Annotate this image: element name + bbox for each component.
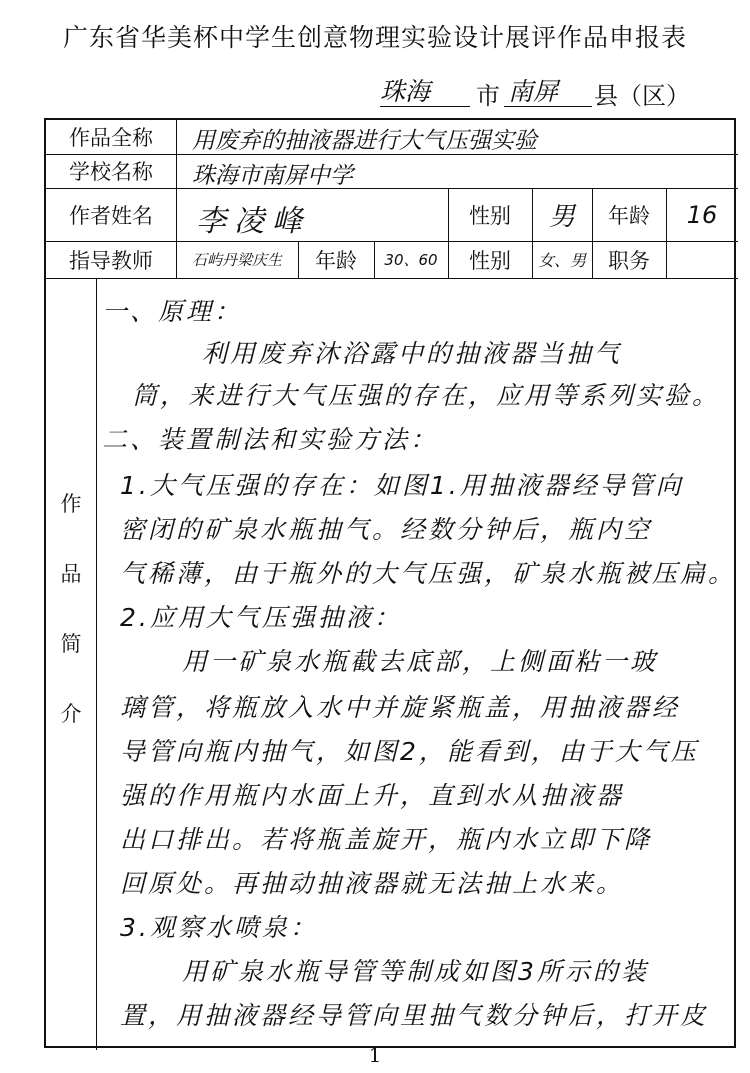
- advisor-age-value: 30、60: [384, 251, 438, 269]
- intro-line: 气稀薄，由于瓶外的大气压强，矿泉水瓶被压扁。: [120, 559, 737, 588]
- author-gender-label: 性别: [469, 203, 511, 228]
- city-underline: [380, 106, 470, 107]
- intro-label-char: 作: [60, 492, 82, 516]
- intro-line: 用一矿泉水瓶截去底部，上侧面粘一玻: [182, 647, 659, 676]
- author-gender-value: 男: [548, 202, 575, 232]
- advisor-gender-label: 性别: [469, 248, 511, 273]
- county-underline: [504, 106, 592, 107]
- work-title-value: 用废弃的抽液器进行大气压强实验: [192, 128, 537, 154]
- county-handwritten: 南屏: [508, 77, 559, 106]
- row-divider: [46, 278, 738, 279]
- intro-line: 璃管，将瓶放入水中并旋紧瓶盖，用抽液器经: [120, 693, 681, 722]
- intro-line: 用矿泉水瓶导管等制成如图3所示的装: [182, 957, 649, 986]
- intro-line: 置，用抽液器经导管向里抽气数分钟后，打开皮: [120, 1001, 709, 1030]
- intro-line: 强的作用瓶内水面上升，直到水从抽液器: [120, 781, 625, 810]
- intro-line: 筒，来进行大气压强的存在，应用等系列实验。: [132, 381, 721, 410]
- advisor-names: 石屿丹梁庆生: [191, 251, 282, 269]
- intro-line: 密闭的矿泉水瓶抽气。经数分钟后，瓶内空: [120, 515, 653, 544]
- form-title: 广东省华美杯中学生创意物理实验设计展评作品申报表: [62, 23, 687, 52]
- advisor-title-label: 职务: [608, 248, 650, 273]
- intro-line: 一、原理：: [102, 297, 243, 326]
- intro-label-char: 介: [60, 702, 82, 726]
- intro-label-char: 品: [60, 562, 82, 586]
- city-suffix: 市: [476, 82, 500, 110]
- intro-line: 出口排出。若将瓶盖旋开，瓶内水立即下降: [120, 825, 653, 854]
- intro-line: 二、装置制法和实验方法：: [102, 425, 439, 454]
- intro-line: 3.观察水喷泉：: [120, 913, 318, 942]
- page-number: 1: [368, 1043, 382, 1067]
- work-title-label: 作品全称: [69, 126, 153, 150]
- application-form: [44, 118, 736, 1048]
- intro-line: 2.应用大气压强抽液：: [120, 603, 402, 632]
- city-handwritten: 珠海: [380, 77, 431, 106]
- author-name-label: 作者姓名: [69, 203, 153, 228]
- school-name-label: 学校名称: [69, 160, 153, 184]
- advisor-gender-value: 女、男: [537, 251, 586, 270]
- author-age-value: 16: [686, 200, 718, 229]
- advisor-age-label: 年龄: [315, 248, 357, 273]
- advisor-title-value: [666, 241, 738, 278]
- intro-line: 利用废弃沐浴露中的抽液器当抽气: [202, 339, 623, 368]
- work-intro-label: [46, 278, 96, 1050]
- intro-line: 导管向瓶内抽气，如图2，能看到，由于大气压: [120, 737, 699, 766]
- intro-line: 回原处。再抽动抽液器就无法抽上水来。: [120, 869, 625, 898]
- col-divider: [96, 278, 97, 1050]
- intro-line: 1.大气压强的存在：如图1.用抽液器经导管向: [120, 471, 684, 500]
- county-suffix: 县（区）: [594, 82, 690, 110]
- region-line: [380, 72, 740, 112]
- author-name-value: 李凌峰: [196, 204, 310, 239]
- intro-label-char: 简: [60, 632, 82, 656]
- advisor-label: 指导教师: [69, 248, 153, 273]
- school-name-value: 珠海市南屏中学: [192, 163, 353, 189]
- author-age-label: 年龄: [608, 203, 650, 228]
